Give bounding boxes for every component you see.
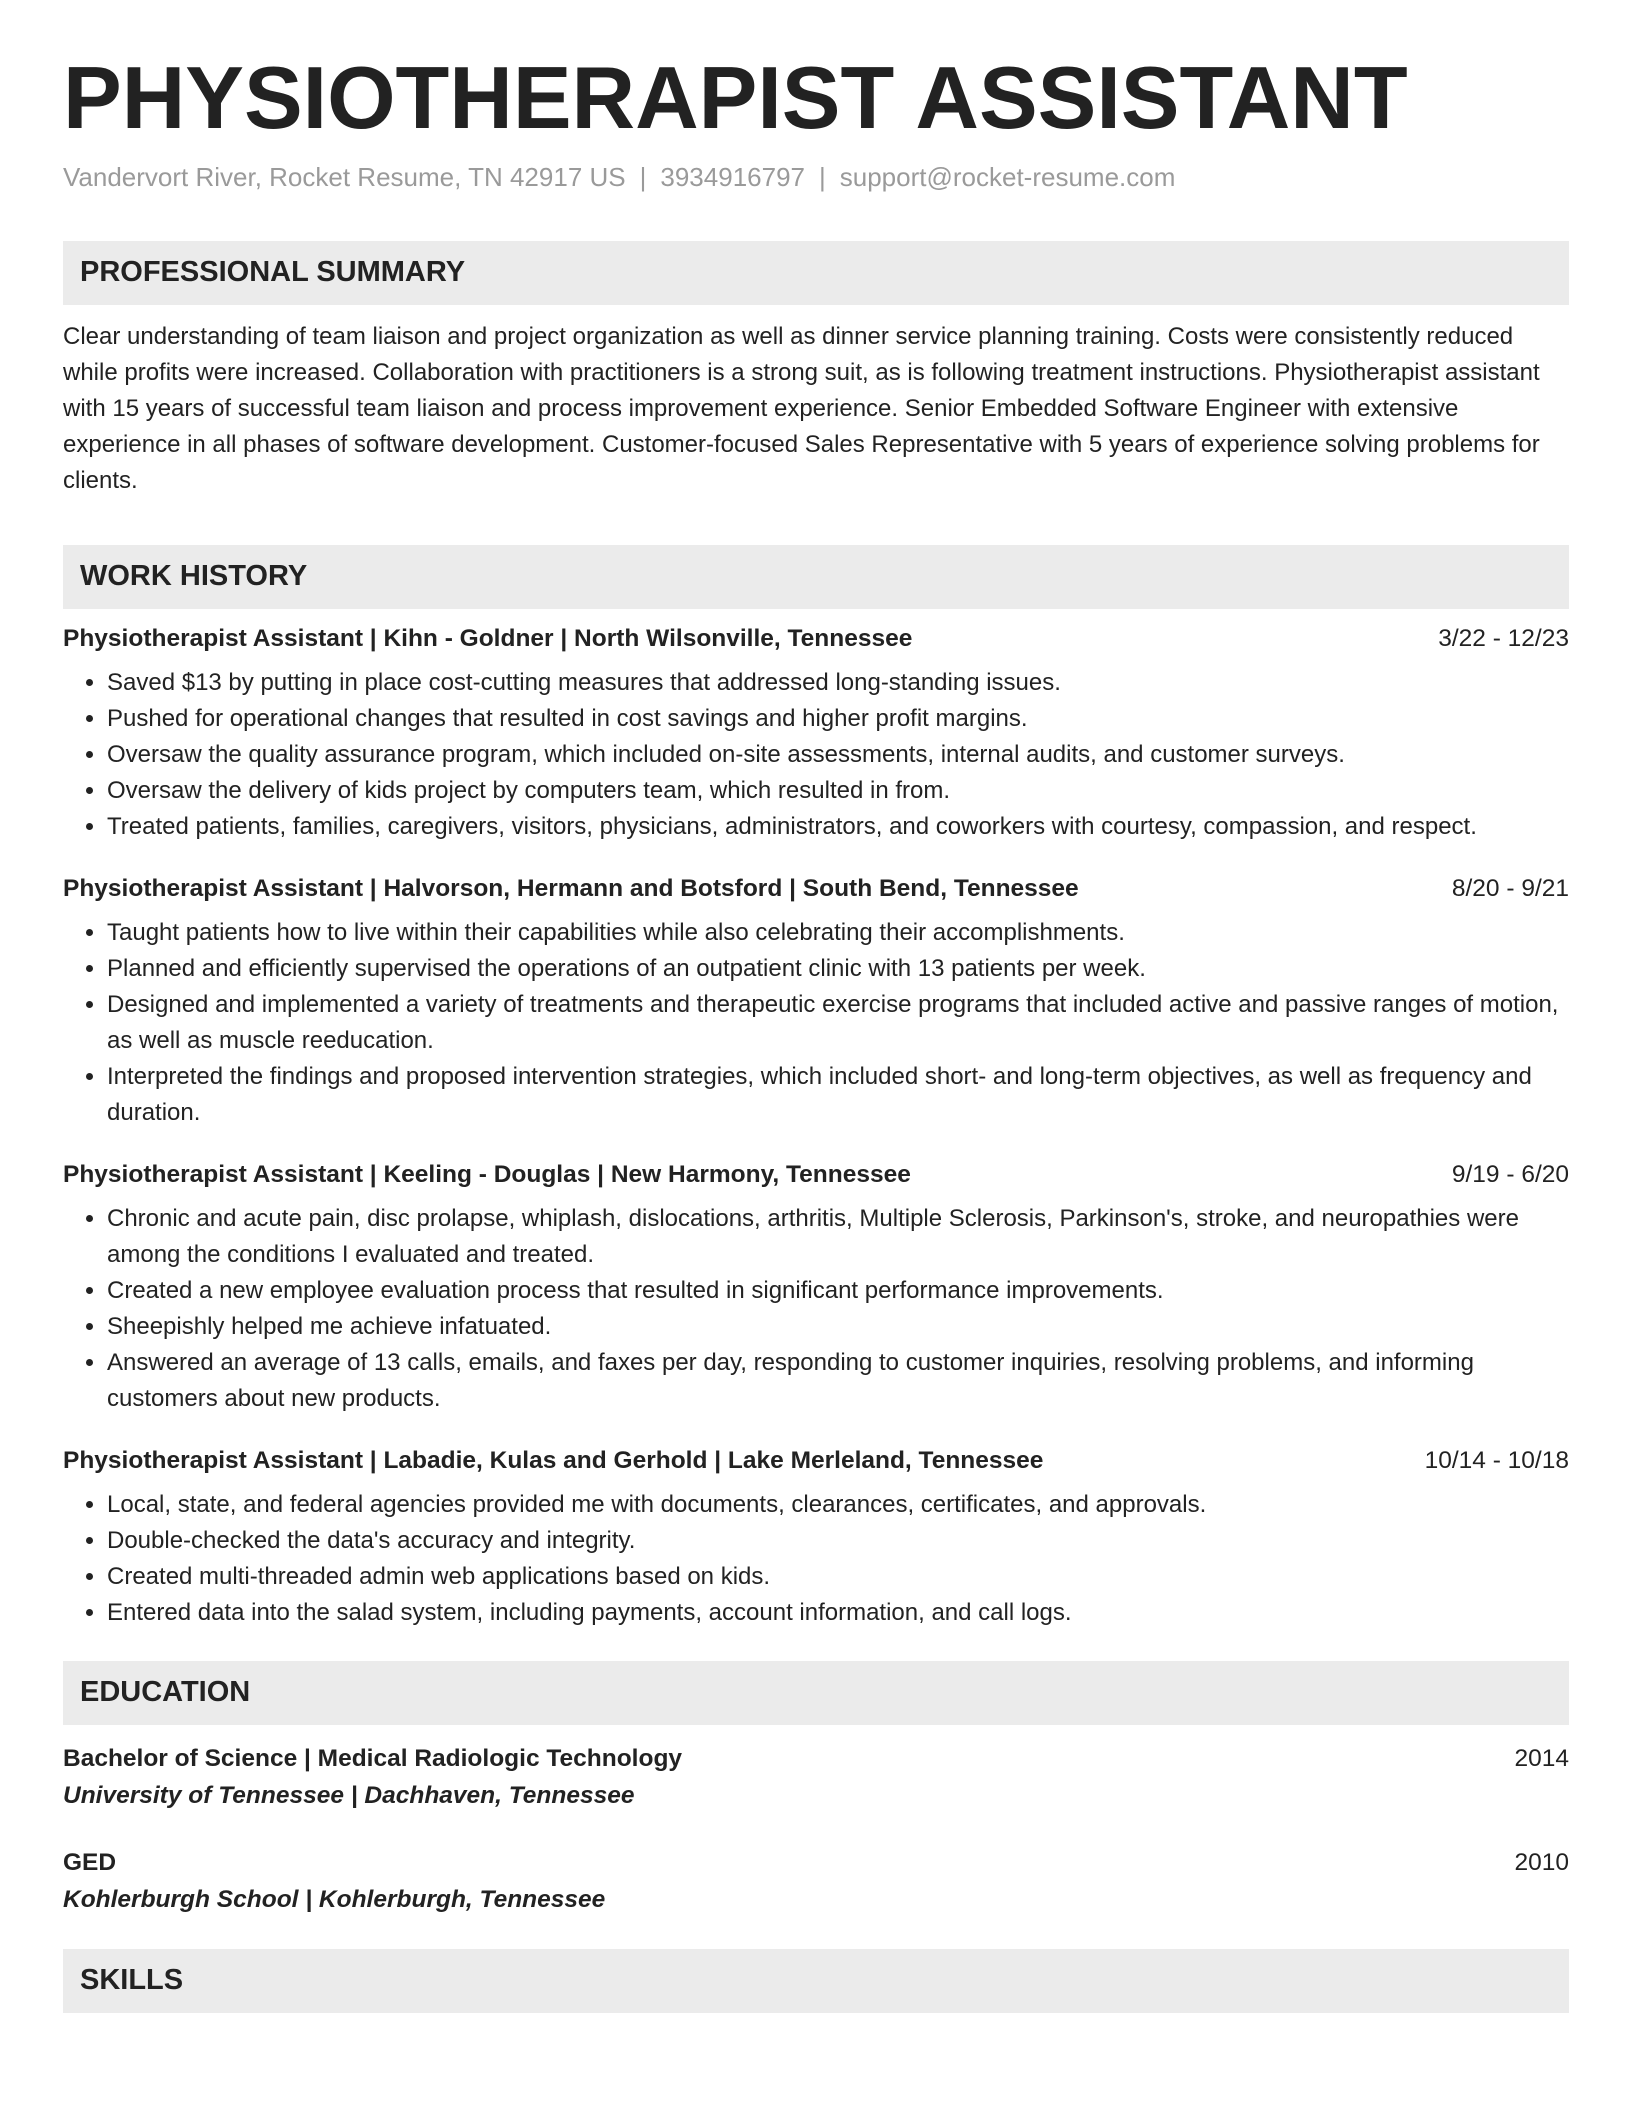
work-history-list [63, 625, 1569, 1631]
contact-address: Vandervort River, Rocket Resume, TN 42917 US [63, 161, 626, 192]
education-header [63, 1845, 1569, 1881]
contact-separator: | [819, 161, 826, 192]
job-bullet: • Double-checked the data's accuracy and integrity. [107, 1523, 1569, 1559]
job-dates: 3/22 - 12/23 [1438, 624, 1569, 652]
job-title: Physiotherapist Assistant | Keeling - Douglas | New Harmony, Tennessee [63, 1160, 911, 1188]
job-bullet: • Answered an average of 13 calls, emails, and faxes per day, responding to customer inquiries, resolving problems, and informing customers about new products. [107, 1345, 1569, 1417]
job-bullet: • Oversaw the delivery of kids project by computers team, which resulted in from. [107, 773, 1569, 809]
job-entry [63, 875, 1569, 1131]
job-bullet: • Created multi-threaded admin web applications based on kids. [107, 1559, 1569, 1595]
education-school: Kohlerburgh School | Kohlerburgh, Tennessee [63, 1885, 606, 1913]
education-list [63, 1741, 1569, 1919]
job-bullet-list [63, 1201, 1569, 1417]
section-header-skills: SKILLS [63, 1949, 1569, 2013]
job-title: Physiotherapist Assistant | Halvorson, Hermann and Botsford | South Bend, Tennessee [63, 874, 1079, 902]
job-bullet: • Pushed for operational changes that resulted in cost savings and higher profit margins. [107, 701, 1569, 737]
job-dates: 8/20 - 9/21 [1451, 874, 1569, 902]
job-header [63, 1447, 1569, 1475]
candidate-name: PHYSIOTHERAPIST ASSISTANT [63, 48, 1408, 147]
job-entry [63, 1447, 1569, 1631]
job-title: Physiotherapist Assistant | Labadie, Kulas and Gerhold | Lake Merleland, Tennessee [63, 1446, 1044, 1474]
education-degree: Bachelor of Science | Medical Radiologic Technology [63, 1744, 683, 1772]
job-bullet: • Planned and efficiently supervised the operations of an outpatient clinic with 13 patients per week. [107, 951, 1569, 987]
contact-line [63, 161, 1569, 195]
contact-email[interactable]: support@rocket-resume.com [839, 161, 1176, 192]
job-bullet: • Taught patients how to live within their capabilities while also celebrating their accomplishments. [107, 915, 1569, 951]
job-title: Physiotherapist Assistant | Kihn - Goldner | North Wilsonville, Tennessee [63, 624, 913, 652]
section-header-summary: PROFESSIONAL SUMMARY [63, 241, 1569, 305]
job-bullet: • Interpreted the findings and proposed intervention strategies, which included short- and long-term objectives, as well as frequency and duration. [107, 1059, 1569, 1131]
job-header [63, 875, 1569, 903]
job-bullet: • Oversaw the quality assurance program, which included on-site assessments, internal audits, and customer surveys. [107, 737, 1569, 773]
job-bullet: • Sheepishly helped me achieve infatuated. [107, 1309, 1569, 1345]
contact-separator: | [639, 161, 647, 192]
job-dates: 10/14 - 10/18 [1424, 1446, 1569, 1474]
job-bullet: • Created a new employee evaluation process that resulted in significant performance improvements. [107, 1273, 1569, 1309]
section-header-work-history: WORK HISTORY [63, 545, 1569, 609]
job-dates: 9/19 - 6/20 [1451, 1160, 1569, 1188]
job-header [63, 1161, 1569, 1189]
job-bullet: • Treated patients, families, caregivers, visitors, physicians, administrators, and coworkers with courtesy, compassion, and respect. [107, 809, 1569, 845]
summary-text: Clear understanding of team liaison and project organization as well as dinner service planning training. Costs were consistently reduced while profits were increased. Collaboration with practitioners is a strong suit, as is following treatment instructions. Physiotherapist assistant with 15 years of successful team liaison and process improvement experience. Senior Embedded Software Engineer with extensive experience in all phases of software development. Customer-focused Sales Representative with 5 years of experience solving problems for clients. [63, 322, 1540, 494]
job-bullet-list [63, 1487, 1569, 1631]
job-bullet-list [63, 915, 1569, 1131]
education-degree: GED [63, 1848, 117, 1876]
job-entry [63, 1161, 1569, 1417]
job-bullet: • Saved $13 by putting in place cost-cutting measures that addressed long-standing issues. [107, 665, 1569, 701]
education-school: University of Tennessee | Dachhaven, Tennessee [63, 1781, 635, 1809]
job-entry [63, 625, 1569, 845]
education-header [63, 1741, 1569, 1777]
job-header [63, 625, 1569, 653]
job-bullet-list [63, 665, 1569, 845]
job-bullet: • Local, state, and federal agencies provided me with documents, clearances, certificates, and approvals. [107, 1487, 1569, 1523]
contact-phone: 3934916797 [660, 161, 805, 192]
education-year: 2014 [1514, 1744, 1569, 1772]
job-bullet: • Designed and implemented a variety of treatments and therapeutic exercise programs that included active and passive ranges of motion, as well as muscle reeducation. [107, 987, 1569, 1059]
education-entry [63, 1741, 1569, 1815]
job-bullet: • Chronic and acute pain, disc prolapse, whiplash, dislocations, arthritis, Multiple Sclerosis, Parkinson's, stroke, and neuropathies were among the conditions I evaluated and treated. [107, 1201, 1569, 1273]
job-bullet: • Entered data into the salad system, including payments, account information, and call logs. [107, 1595, 1569, 1631]
education-entry [63, 1845, 1569, 1919]
education-year: 2010 [1514, 1848, 1569, 1876]
section-header-education: EDUCATION [63, 1661, 1569, 1725]
